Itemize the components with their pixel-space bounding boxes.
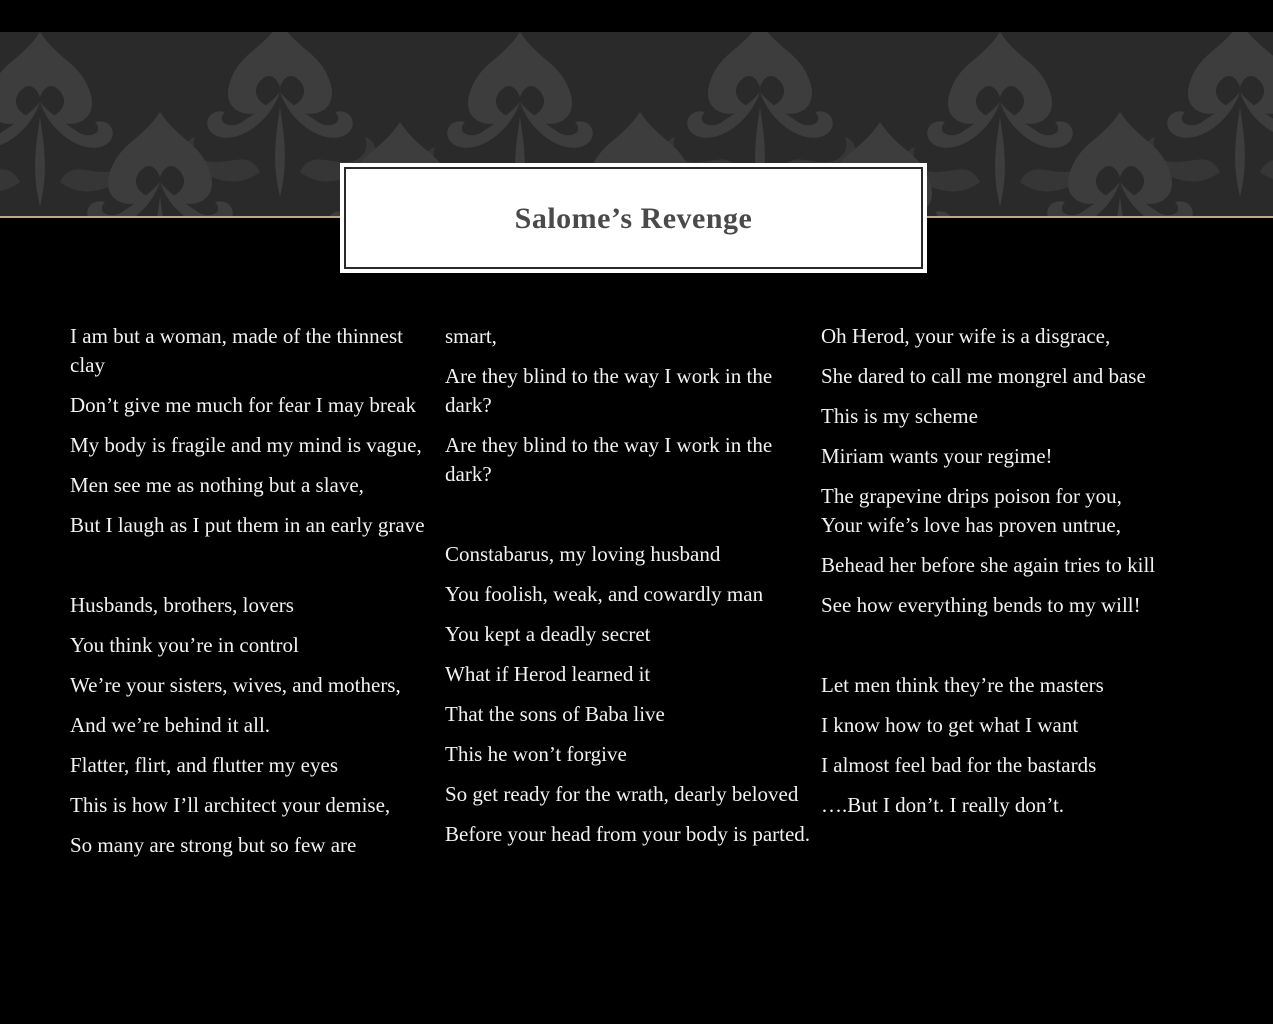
poem-column-1	[70, 322, 440, 871]
poem-line: See how everything bends to my will!	[821, 593, 1141, 617]
poem-line: You foolish, weak, and cowardly man	[445, 582, 764, 606]
poem-line: So many are strong but so few are	[70, 833, 357, 857]
poem-line: My body is fragile and my mind is vague,	[70, 433, 422, 457]
title-frame	[344, 167, 923, 269]
poem-line: This he won’t forgive	[445, 742, 627, 766]
poem-line: Miriam wants your regime!	[821, 444, 1053, 468]
poem-line: This is how I’ll architect your demise,	[70, 793, 391, 817]
title-box	[340, 163, 927, 273]
poem-line: Constabarus, my loving husband	[445, 542, 721, 566]
poem-line: And we’re behind it all.	[70, 713, 271, 737]
stanza-break	[445, 500, 815, 540]
poem-column-3	[821, 322, 1241, 831]
poem-line: Don’t give me much for fear I may break	[70, 393, 416, 417]
poem-line: So get ready for the wrath, dearly beloved	[445, 782, 799, 806]
poem-line: What if Herod learned it	[445, 662, 651, 686]
poem-line: Before your head from your body is parted.	[445, 822, 811, 846]
poem-line: Husbands, brothers, lovers	[70, 593, 294, 617]
poem-line: Flatter, flirt, and flutter my eyes	[70, 753, 338, 777]
poem-column-2	[445, 362, 815, 860]
poem-line: Men see me as nothing but a slave,	[70, 473, 364, 497]
poem-line: I am but a woman, made of the thinnest clay	[70, 324, 403, 377]
poem-line: This is my scheme	[821, 404, 978, 428]
poem-line: She dared to call me mongrel and base	[821, 364, 1146, 388]
poem-line-overflow: smart,	[445, 324, 497, 348]
poem-line: Are they blind to the way I work in the dark?	[445, 433, 773, 486]
poem-line: But I laugh as I put them in an early grave	[70, 513, 425, 537]
poem-line: I know how to get what I want	[821, 713, 1079, 737]
poem-line: We’re your sisters, wives, and mothers,	[70, 673, 401, 697]
stanza-break	[821, 631, 1241, 671]
poem-line: You kept a deadly secret	[445, 622, 651, 646]
stanza-break	[70, 551, 440, 591]
poem-line: Oh Herod, your wife is a disgrace,	[821, 324, 1111, 348]
poem-line: I almost feel bad for the bastards	[821, 753, 1097, 777]
poem-line: Let men think they’re the masters	[821, 673, 1104, 697]
poem-line: You think you’re in control	[70, 633, 299, 657]
poem-line: Your wife’s love has proven untrue,	[821, 513, 1121, 537]
poem-line: Behead her before she again tries to kill	[821, 553, 1156, 577]
poem-line: That the sons of Baba live	[445, 702, 665, 726]
poem-line: The grapevine drips poison for you,	[821, 484, 1122, 508]
slide-title: Salome’s Revenge	[514, 202, 753, 235]
poem-line: Are they blind to the way I work in the dark?	[445, 364, 773, 417]
poem-line: ….But I don’t. I really don’t.	[821, 793, 1065, 817]
